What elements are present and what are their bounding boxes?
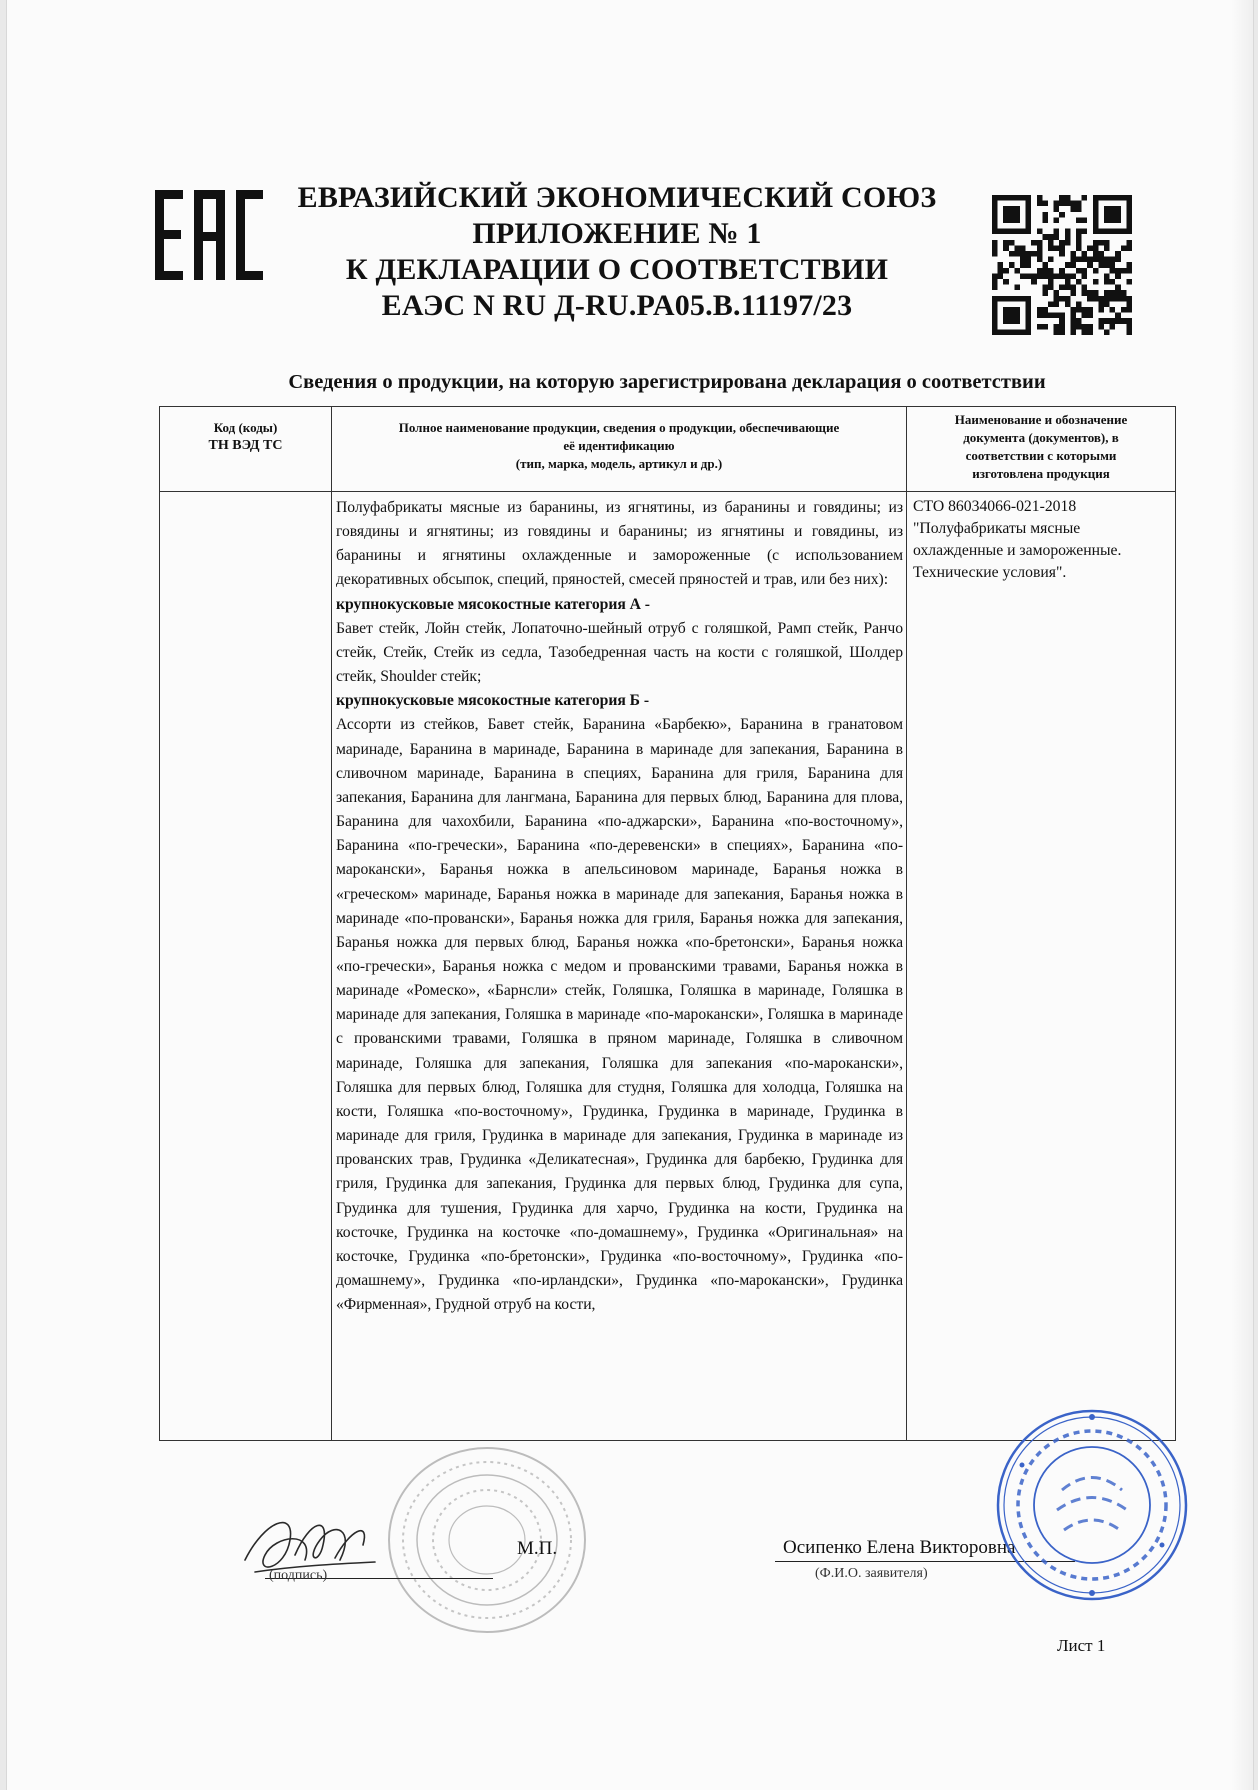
code-cell — [160, 492, 332, 1441]
category-b-title: крупнокусковые мясокостные категория Б - — [336, 692, 650, 710]
applicant-caption: (Ф.И.О. заявителя) — [815, 1566, 928, 1581]
products-table — [159, 406, 1176, 1441]
product-intro: Полуфабрикаты мясные из баранины, из ягнятины, из баранины и говядины; из говядины и ягнятины; из говядины и баранины; из ягнятины и говядины, из баранины и ягнятины охлажденные и замороженные (с использованием декоративных обсыпок, специй, пряностей, смесей пряностей и трав, или без них): — [336, 499, 903, 589]
document-title — [277, 180, 957, 324]
sheet-number: Лист 1 — [1057, 1636, 1106, 1655]
category-a-title: крупнокусковые мясокостные категория А - — [336, 595, 650, 613]
document-page — [6, 0, 1254, 1790]
product-description — [336, 496, 903, 1317]
category-a-items: Бавет стейк, Лойн стейк, Лопаточно-шейный отруб с голяшкой, Рамп стейк, Ранчо стейк, Стейк, Стейк из седла, Тазобедренная часть на кости с голяшкой, Шолдер стейк, Shoulder стейк; — [336, 619, 903, 686]
seal-label: М.П. — [517, 1538, 558, 1559]
category-b-items: Ассорти из стейков, Бавет стейк, Баранина «Барбекю», Баранина в гранатовом маринаде, Баранина в маринаде, Баранина в маринаде для запекания, Баранина в сливочном маринаде, Баранина в специях, Баранина для гриля, Баранина для запекания, Баранина для лангмана, Баранина для первых блюд, Баранина для плова, Баранина для чахохбили, Баранина «по-аджарски», Баранина «по-восточному», Баранина «по-гречески», Баранина «по-деревенски» в специях», Баранина «по-марокански», Баранья ножка в апельсиновом маринаде, Баранья ножка в «греческом» маринаде, Баранья ножка в маринаде для запекания, Баранья ножка в маринаде «по-провански», Баранья ножка для гриля, Баранья ножка для запекания, Баранья ножка для первых блюд, Баранья ножка «по-бретонски», Баранья ножка «по-гречески», Баранья ножка с медом и прованскими травами, Баранья ножка в маринаде «Ромеско», «Барнсли» стейк, Голяшка, Голяшка в маринаде, Голяшка в маринаде для запекания, Голяшка в маринаде «по-марокански», Голяшка в маринаде с прованскими травами, Голяшка в пряном маринаде, Голяшка в сливочном маринаде, Голяшка для запекания, Голяшка для запекания «по-марокански», Голяшка для первых блюд, Голяшка для студня, Голяшка для холодца, Голяшка на кости, Голяшка «по-восточному», Грудинка, Грудинка в маринаде, Грудинка в маринаде для гриля, Грудинка в маринаде для запекания, Грудинка в маринаде из прованских трав, Грудинка «Деликатесная», Грудинка для барбекю, Грудинка для гриля, Грудинка для запекания, Грудинка для первых блюд, Грудинка для супа, Грудинка для тушения, Грудинка для харчо, Грудинка на кости, Грудинка на косточке, Грудинка на косточке «по-домашнему», Грудинка «Оригинальная» на косточке, Грудинка «по-бретонски», Грудинка «по-восточному», Грудинка «по-домашнему», Грудинка «по-ирландски», Грудинка «по-марокански», Грудинка «Фирменная», Грудной отруб на кости, — [336, 716, 903, 1314]
applicant-name: Осипенко Елена Викторовна — [783, 1537, 1016, 1558]
header-code: Код (коды) ТН ВЭД ТС — [160, 407, 332, 492]
title-line-number: ЕАЭС N RU Д-RU.PA05.B.11197/23 — [381, 289, 853, 322]
title-line-union: ЕВРАЗИЙСКИЙ ЭКОНОМИЧЕСКИЙ СОЮЗ — [297, 181, 937, 214]
title-line-appendix: ПРИЛОЖЕНИЕ № 1 — [472, 217, 762, 250]
table-row — [160, 492, 1176, 1441]
section-title: Сведения о продукции, на которую зарегистрирована декларация о соответствии — [288, 371, 1046, 393]
header-product-name: Полное наименование продукции, сведения о продукции, обеспечивающие её идентификацию (тип, марка, модель, артикул и др.) — [332, 407, 907, 492]
signature-caption: (подпись) — [269, 1568, 328, 1583]
qr-code — [992, 195, 1132, 335]
table-header-row — [160, 407, 1176, 492]
product-cell — [332, 492, 907, 1441]
gray-seal-stamp — [382, 1440, 592, 1640]
blue-company-stamp — [992, 1405, 1192, 1605]
header-document: Наименование и обозначение документа (документов), в соответствии с которыми изготовлена продукция — [907, 407, 1176, 492]
document-cell — [907, 492, 1176, 1441]
page-edge-shadow — [1231, 0, 1253, 1790]
standard-reference: СТО 86034066-021-2018 "Полуфабрикаты мясные охлажденные и замороженные. Технические условия". — [913, 498, 1122, 581]
title-line-declaration: К ДЕКЛАРАЦИИ О СООТВЕТСТВИИ — [345, 253, 889, 286]
eac-logo — [155, 190, 263, 280]
